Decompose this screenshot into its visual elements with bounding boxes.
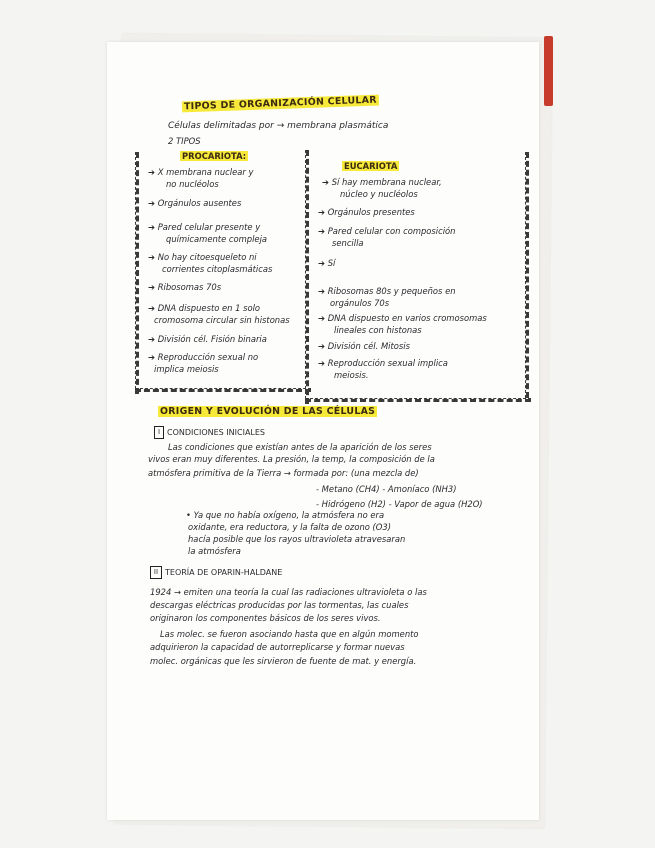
section2-title-text: ORIGEN Y EVOLUCIÓN DE LAS CÉLULAS bbox=[160, 406, 376, 417]
subsection1-line: • Ya que no había oxígeno, la atmósfera no era bbox=[186, 510, 385, 520]
procariota-item: ➔ Reproducción sexual no bbox=[148, 352, 258, 363]
eucariota-item: meiosis. bbox=[334, 370, 369, 380]
subsection2-line: 1924 → emiten una teoría la cual las radiaciones ultravioleta o las bbox=[150, 587, 427, 597]
dashed-frame-bottom-right bbox=[305, 398, 531, 402]
dashed-frame-right bbox=[525, 152, 529, 398]
eucariota-title bbox=[342, 161, 399, 172]
procariota-item: químicamente compleja bbox=[166, 234, 268, 244]
subsection1-line: - Metano (CH4) - Amoníaco (NH3) bbox=[316, 484, 457, 494]
subsection2-line: descargas eléctricas producidas por las tormentas, las cuales bbox=[150, 600, 409, 610]
procariota-item: ➔ Pared celular presente y bbox=[148, 222, 260, 233]
subsection1-line: Las condiciones que existían antes de la aparición de los seres bbox=[168, 442, 432, 452]
eucariota-item: orgánulos 70s bbox=[330, 298, 390, 308]
subsection2-line: originaron los componentes básicos de los seres vivos. bbox=[150, 613, 381, 623]
procariota-item: cromosoma circular sin histonas bbox=[154, 315, 290, 325]
procariota-item: ➔ Ribosomas 70s bbox=[148, 282, 221, 293]
subsection2-number: II bbox=[150, 566, 162, 579]
dashed-frame-left bbox=[135, 152, 139, 394]
eucariota-item: sencilla bbox=[332, 238, 364, 248]
section1-types-count: 2 TIPOS bbox=[168, 136, 201, 146]
procariota-item: no nucléolos bbox=[166, 179, 219, 189]
eucariota-item: ➔ Pared celular con composición bbox=[318, 226, 455, 237]
eucariota-item: ➔ Ribosomas 80s y pequeños en bbox=[318, 286, 456, 297]
section1-intro: Células delimitadas por → membrana plasmática bbox=[168, 121, 389, 131]
eucariota-item: ➔ Orgánulos presentes bbox=[318, 207, 415, 218]
subsection1-line: atmósfera primitiva de la Tierra → formada por: (una mezcla de) bbox=[148, 468, 419, 478]
procariota-item: ➔ X membrana nuclear y bbox=[148, 167, 253, 178]
procariota-item: ➔ DNA dispuesto en 1 solo bbox=[148, 303, 260, 314]
eucariota-item: ➔ Sí hay membrana nuclear, bbox=[322, 177, 442, 188]
subsection1-heading bbox=[154, 426, 265, 439]
eucariota-item: ➔ División cél. Mitosis bbox=[318, 341, 410, 352]
subsection2-line: Las molec. se fueron asociando hasta que en algún momento bbox=[160, 629, 419, 639]
red-folder-edge bbox=[544, 36, 553, 106]
procariota-item: ➔ No hay citoesqueleto ni bbox=[148, 252, 257, 263]
dashed-frame-bottom-left bbox=[135, 388, 311, 392]
eucariota-item: ➔ DNA dispuesto en varios cromosomas bbox=[318, 313, 487, 324]
procariota-item: implica meiosis bbox=[154, 364, 219, 374]
subsection1-line: vivos eran muy diferentes. La presión, la temp, la composición de la bbox=[148, 454, 435, 464]
subsection1-number: I bbox=[154, 426, 164, 439]
eucariota-item: ➔ Sí bbox=[318, 258, 335, 269]
procariota-item: ➔ Orgánulos ausentes bbox=[148, 198, 241, 209]
procariota-title-text: PROCARIOTA: bbox=[182, 151, 247, 161]
procariota-item: ➔ División cél. Fisión binaria bbox=[148, 334, 267, 345]
section1-title-text: TIPOS DE ORGANIZACIÓN CELULAR bbox=[183, 94, 377, 113]
subsection1-line: la atmósfera bbox=[188, 546, 241, 556]
eucariota-item: ➔ Reproducción sexual implica bbox=[318, 358, 448, 369]
procariota-title bbox=[180, 151, 248, 162]
subsection2-title: TEORÍA DE OPARIN-HALDANE bbox=[165, 568, 283, 577]
section2-title bbox=[158, 406, 377, 419]
eucariota-title-text: EUCARIOTA bbox=[344, 161, 398, 171]
subsection1-line: oxidante, era reductora, y la falta de ozono (O3) bbox=[188, 522, 391, 532]
subsection1-title: CONDICIONES INICIALES bbox=[167, 428, 265, 437]
eucariota-item: lineales con histonas bbox=[334, 325, 422, 335]
subsection1-line: - Hidrógeno (H2) - Vapor de agua (H2O) bbox=[316, 499, 483, 509]
eucariota-item: núcleo y nucléolos bbox=[340, 189, 418, 199]
subsection1-line: hacía posible que los rayos ultravioleta atravesaran bbox=[188, 534, 406, 544]
procariota-item: corrientes citoplasmáticas bbox=[162, 264, 273, 274]
subsection2-line: molec. orgánicas que les sirvieron de fuente de mat. y energía. bbox=[150, 656, 417, 666]
subsection2-line: adquirieron la capacidad de autorreplicarse y formar nuevas bbox=[150, 642, 405, 652]
subsection2-heading bbox=[150, 566, 282, 579]
dashed-frame-divider bbox=[305, 150, 309, 404]
